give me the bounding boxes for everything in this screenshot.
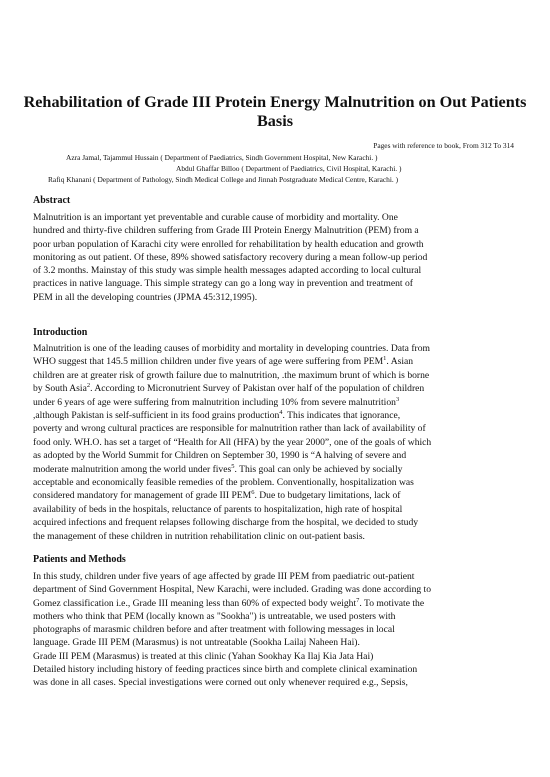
introduction-line [33, 396, 519, 409]
introduction-line [33, 342, 519, 355]
text-run: In this study, children under five years of age affected by grade III PEM from paediatric out-patient [33, 571, 415, 582]
text-run: availability of beds in the hospitals, reluctance of parents to hospitalization, high rate of hospital [33, 503, 403, 515]
methods-line [33, 570, 519, 583]
citation-number: 3 [395, 395, 400, 403]
text-run: the management of these children in nutrition rehabilitation clinic on out-patient basis. [33, 530, 365, 542]
abstract-line: practices in native language. This simple strategy can go a long way in prevention and treatment of [33, 278, 413, 290]
citation-number: 7 [356, 596, 360, 604]
text-run: was done in all cases. Special investigations were corned out only whenever required e.g., Sepsis, [33, 677, 408, 689]
affiliation-1: Azra Jamal, Tajammul Hussain ( Department of Paediatrics, Sindh Government Hospital, New Karachi. ) [66, 153, 378, 162]
introduction-line [33, 369, 519, 382]
abstract-line: hundred and thirty-five children suffering from Grade III Protein Energy Malnutrition (PEM) from a [33, 225, 419, 237]
text-run: WHO suggest that 145.5 million children under five years of age were suffering from PEM [33, 356, 384, 368]
affiliation-2: Abdul Ghaffar Billoo ( Department of Paediatrics, Civil Hospital, Karachi. ) [176, 164, 402, 173]
introduction-line [33, 382, 519, 395]
abstract-body [33, 211, 519, 304]
text-run: as adopted by the World Summit for Children on September 30, 1990 is “A halving of severe and [33, 450, 407, 462]
citation-number: 5 [231, 462, 235, 470]
citation-number: 6 [251, 489, 255, 497]
introduction-line [33, 449, 519, 462]
methods-heading: Patients and Methods [33, 554, 126, 565]
introduction-line [33, 476, 519, 489]
abstract-line: PEM in all the developing countries (JPMA 45:312,1995). [33, 291, 258, 303]
methods-line [33, 636, 519, 649]
methods-line [33, 610, 519, 623]
abstract-line: Malnutrition is an important yet preventable and curable cause of morbidity and mortality. One [33, 212, 398, 223]
text-run: considered mandatory for management of grade III PEM [33, 490, 252, 502]
paper-title: Rehabilitation of Grade III Protein Energy Malnutrition on Out Patients Basis [23, 93, 527, 130]
methods-body [33, 570, 519, 690]
text-run: children are at greater risk of growth failure due to malnutrition, .the maximum brunt of which is borne [33, 369, 430, 381]
citation-number: 1 [383, 355, 387, 363]
text-run: mothers who think that PEM (locally known as "Sookha") is untreatable, we used posters with [33, 610, 396, 622]
abstract-heading: Abstract [33, 195, 71, 206]
text-run: . This indicates that ignorance, [282, 410, 401, 422]
introduction-heading: Introduction [33, 327, 88, 338]
text-run: poverty and wrong cultural practices are responsible for malnutrition rather than lack of availability of [33, 423, 426, 435]
text-run: acceptable and economically feasible remedies of the problem. Conventionally, hospitalization was [33, 477, 414, 489]
abstract-line: poor urban population of Karachi city were enrolled for rehabilitation by health education and growth [33, 238, 424, 250]
text-run: ,although Pakistan is self-sufficient in its food grains production [33, 410, 280, 422]
introduction-line [33, 436, 519, 449]
pages-reference: Pages with reference to book, From 312 To 314 [373, 141, 514, 150]
methods-line [33, 583, 519, 596]
text-run: Detailed history including history of feeding practices since birth and complete clinical examination [33, 664, 418, 676]
methods-line [33, 663, 519, 676]
text-run: . This goal can only be achieved by socially [234, 463, 403, 475]
text-run: . Due to budgetary limitations, lack of [254, 490, 401, 502]
abstract-line: of 3.2 months. Mainstay of this study was simple health messages adapted according to local cultural [33, 265, 422, 277]
text-run: . According to Micronutrient Survey of Pakistan over half of the population of children [90, 383, 425, 395]
text-run: language. Grade III PEM (Marasmus) is not untreatable (Sookha Lailaj Naheen Hai). [33, 637, 360, 649]
introduction-body [33, 342, 519, 543]
text-run: under 6 years of age were suffering from malnutrition including 10% from severe malnutrition [33, 396, 396, 408]
text-run: Gomez classification i.e., Grade III meaning less than 60% of expected body weight [33, 597, 357, 609]
text-run: moderate malnutrition among the world under fives [33, 463, 232, 475]
abstract-line: monitoring as out patient. Of these, 89% showed satisfactory recovery during a mean follow-up period [33, 251, 428, 263]
affiliation-3: Rafiq Khanani ( Department of Pathology, Sindh Medical College and Jinnah Postgraduate Medical Centre, Karachi. ) [48, 175, 399, 184]
introduction-line [33, 463, 519, 476]
methods-line [33, 597, 519, 610]
text-run: acquired infections and frequent relapses following discharge from the hospital, we decided to study [33, 517, 419, 529]
citation-number: 4 [279, 409, 283, 417]
introduction-line [33, 530, 519, 543]
citation-number: 2 [86, 382, 91, 390]
introduction-line [33, 503, 519, 516]
text-run: Grade III PEM (Marasmus) is treated at this clinic (Yahan Sookhay Ka Ilaj Kia Jata Hai) [33, 650, 374, 662]
introduction-line [33, 355, 519, 368]
introduction-line [33, 516, 519, 529]
introduction-line [33, 422, 519, 435]
text-run: department of Sind Government Hospital, New Karachi, were included. Grading was done according to [33, 584, 432, 596]
text-run: by South Asia [33, 383, 87, 395]
text-run: Malnutrition is one of the leading causes of morbidity and mortality in developing countries. Data from [33, 343, 430, 354]
methods-line [33, 623, 519, 636]
text-run: food only. WH.O. has set a target of “Health for All (HFA) by the year 2000”, one of the goals of which [33, 436, 432, 448]
text-run: . Asian [386, 356, 414, 368]
text-run: . To motivate the [359, 597, 425, 609]
methods-line [33, 650, 519, 663]
methods-line [33, 676, 519, 689]
introduction-line [33, 409, 519, 422]
introduction-line [33, 489, 519, 502]
text-run: photographs of marasmic children before and after treatment with following messages in local [33, 624, 395, 636]
